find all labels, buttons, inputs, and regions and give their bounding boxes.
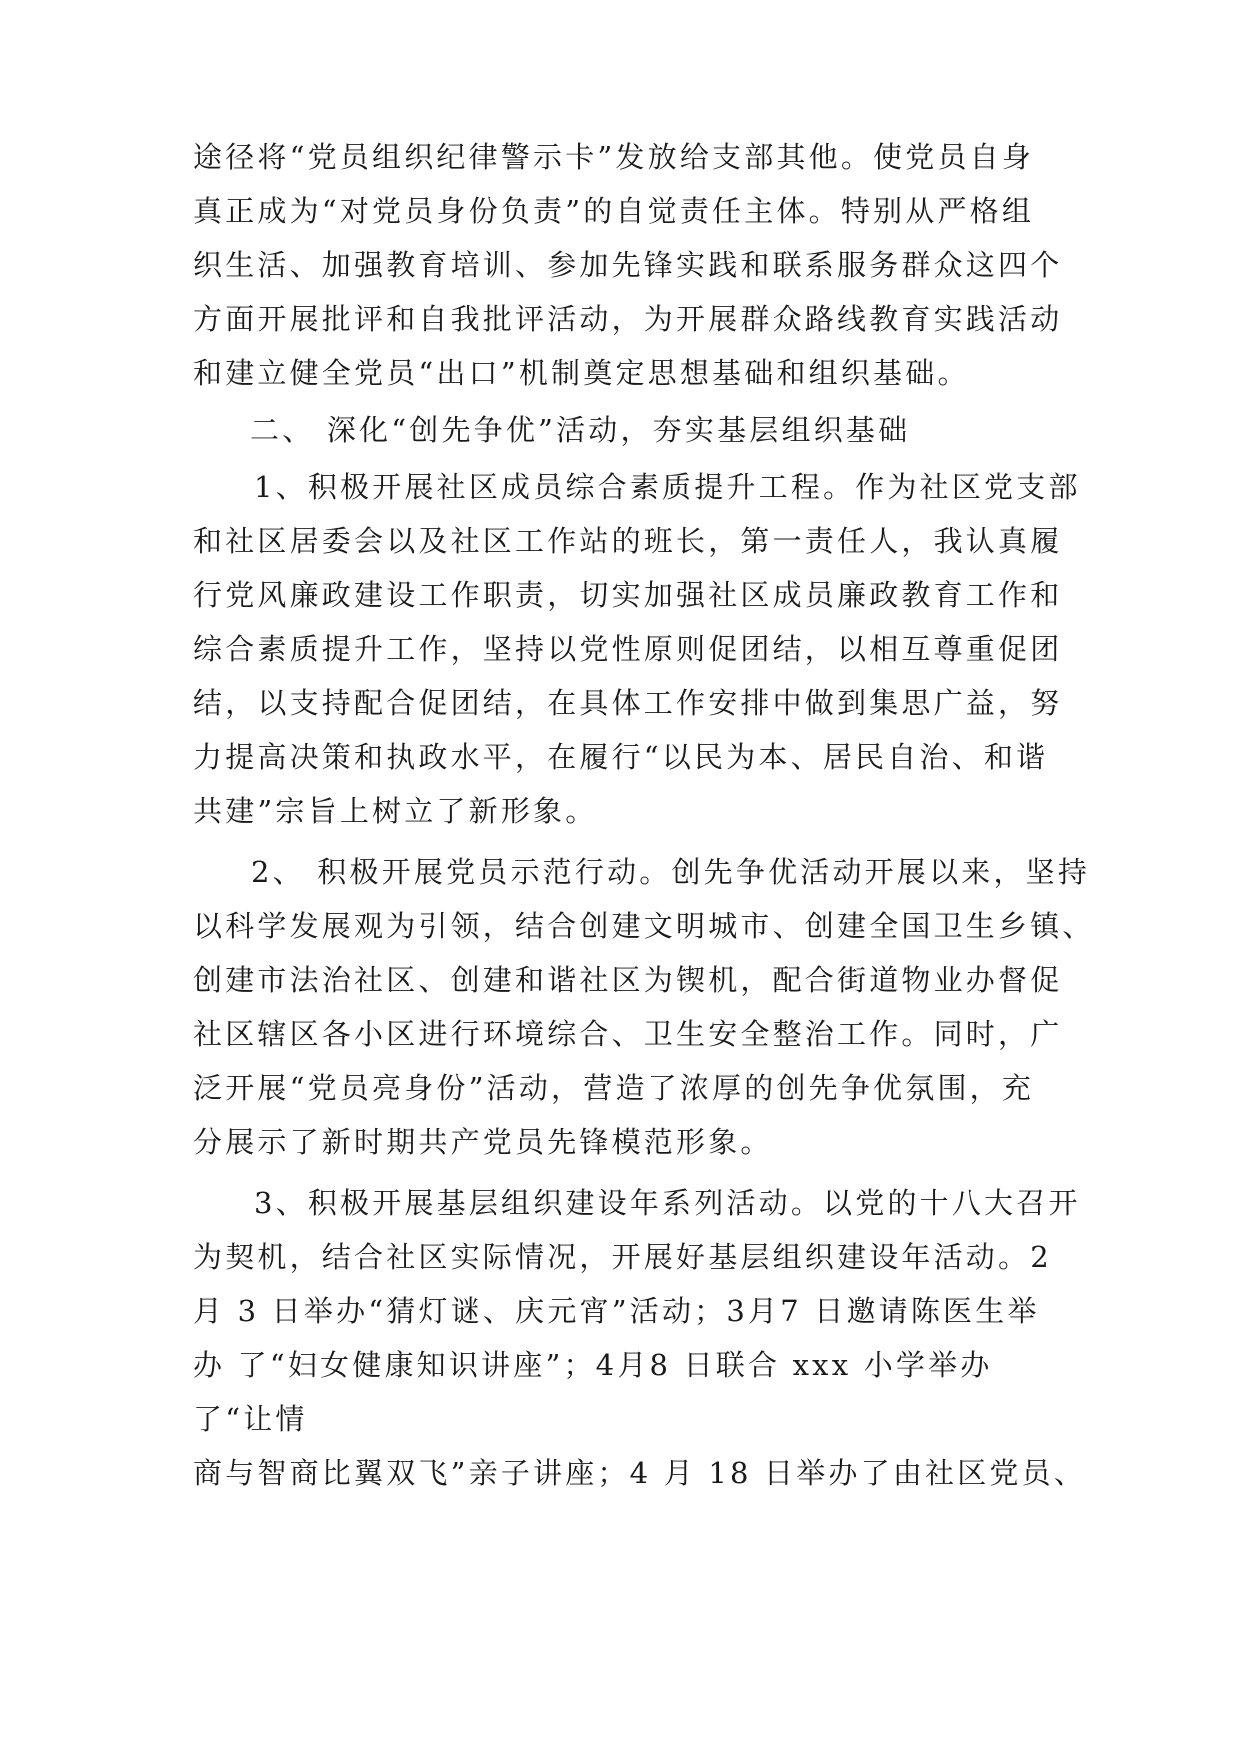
paragraph-line: 以科学发展观为引领，结合创建文明城市、创建全国卫生乡镇、 xyxy=(193,909,1095,943)
paragraph-line: 3、积极开展基层组织建设年系列活动。以党的十八大召开 xyxy=(254,1186,1081,1220)
section-heading: 二、 深化“创先争优”活动，夯实基层组织基础 xyxy=(250,413,911,447)
paragraph-line: 方面开展批评和自我批评活动，为开展群众路线教育实践活动 xyxy=(193,302,1063,336)
paragraph-line: 真正成为“对党员身份负责”的自觉责任主体。特别从严格组 xyxy=(193,194,1035,228)
paragraph-line: 和建立健全党员“出口”机制奠定思想基础和组织基础。 xyxy=(193,356,970,390)
paragraph-line: 商与智商比翼双飞”亲子讲座；4 月 18 日举办了由社区党员、 xyxy=(193,1456,1087,1490)
paragraph-line: 共建”宗旨上树立了新形象。 xyxy=(193,794,598,828)
paragraph-line: 和社区居委会以及社区工作站的班长，第一责任人，我认真履 xyxy=(193,524,1063,558)
paragraph-line: 月 3 日举办“猜灯谜、庆元宵”活动；3月7 日邀请陈医生举 xyxy=(193,1294,1040,1328)
paragraph-line: 综合素质提升工作，坚持以党性原则促团结，以相互尊重促团 xyxy=(193,632,1063,666)
paragraph-line: 泛开展“党员亮身份”活动，营造了浓厚的创先争优氛围，充 xyxy=(193,1071,1035,1105)
paragraph-line: 行党风廉政建设工作职责，切实加强社区成员廉政教育工作和 xyxy=(193,578,1063,612)
paragraph-line: 了“让情 xyxy=(193,1402,308,1436)
paragraph-line: 2、 积极开展党员示范行动。创先争优活动开展以来，坚持 xyxy=(251,855,1091,889)
paragraph-line: 1、积极开展社区成员综合素质提升工程。作为社区党支部 xyxy=(254,470,1081,504)
paragraph-line: 社区辖区各小区进行环境综合、卫生安全整治工作。同时，广 xyxy=(193,1017,1063,1051)
paragraph-line: 途径将“党员组织纪律警示卡”发放给支部其他。使党员自身 xyxy=(193,140,1035,174)
paragraph-line: 织生活、加强教育培训、参加先锋实践和联系服务群众这四个 xyxy=(193,248,1063,282)
paragraph-line: 力提高决策和执政水平，在履行“以民为本、居民自治、和谐 xyxy=(193,740,1049,774)
paragraph-line: 为契机，结合社区实际情况，开展好基层组织建设年活动。2 xyxy=(193,1240,1052,1274)
paragraph-line: 办 了“妇女健康知识讲座”；4月8 日联合 xxx 小学举办 xyxy=(193,1348,993,1382)
paragraph-line: 创建市法治社区、创建和谐社区为锲机，配合街道物业办督促 xyxy=(193,963,1063,997)
paragraph-line: 结，以支持配合促团结，在具体工作安排中做到集思广益，努 xyxy=(193,686,1063,720)
paragraph-line: 分展示了新时期共产党员先锋模范形象。 xyxy=(193,1125,773,1159)
